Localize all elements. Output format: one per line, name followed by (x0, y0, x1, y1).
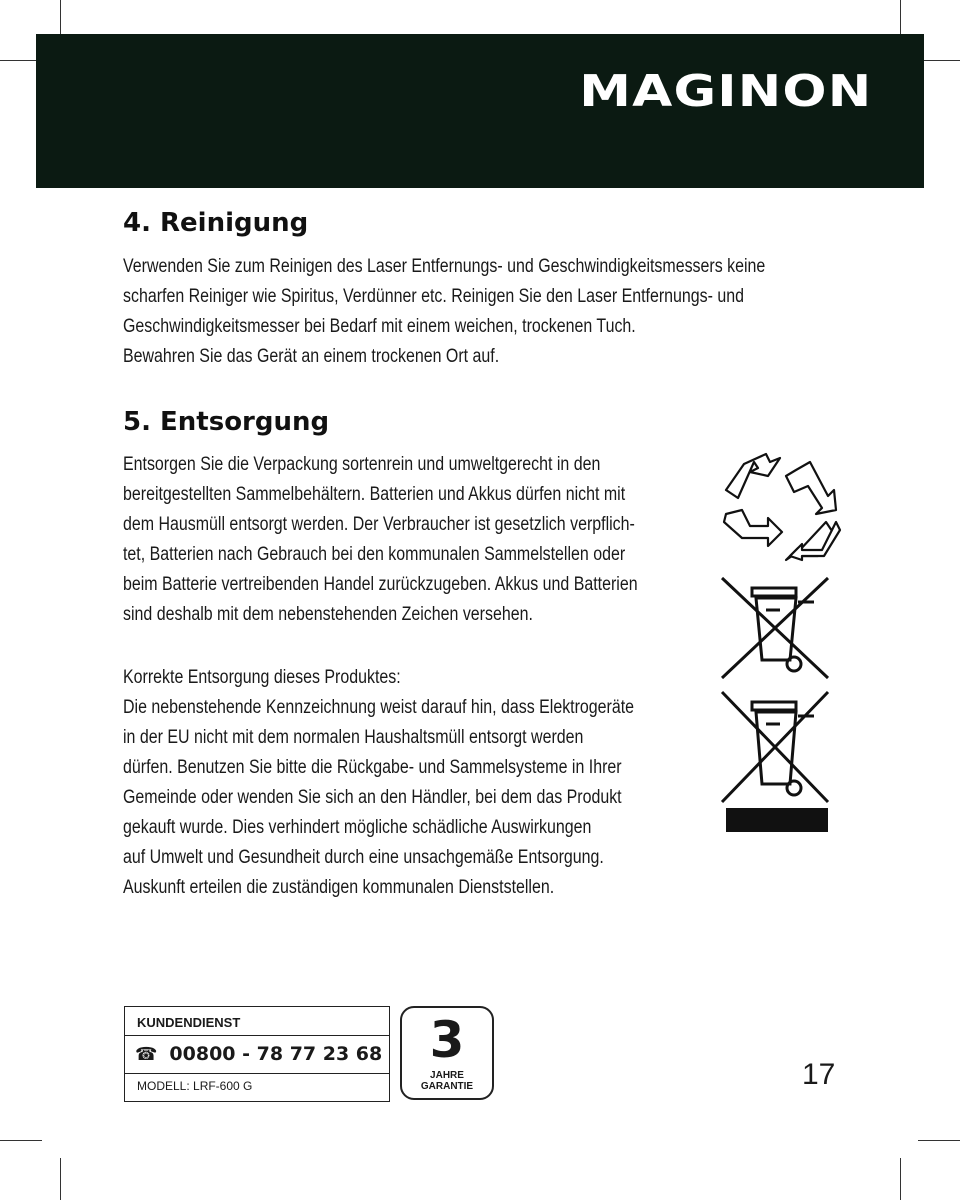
warranty-text-1: JAHRE (430, 1070, 464, 1081)
warranty-text-2: GARANTIE (420, 1081, 474, 1092)
crossed-bin-icon (718, 574, 838, 684)
recycle-icon (716, 452, 846, 564)
crop-mark (918, 1140, 960, 1141)
phone-icon: ☎ (135, 1044, 158, 1065)
service-label: KUNDENDIENST (137, 1015, 241, 1030)
crop-mark (60, 1158, 61, 1200)
cleaning-text: Verwenden Sie zum Reinigen des Laser Entfernungs- und Geschwindigkeitsmessers keine scharfen Reiniger wie Spiritus, Verdünner etc. Reinigen Sie den Laser Entfernungs- und Geschwindigkeitsmesser bei Bedarf mit einem weichen, trockenen Tuch. Bewahren Sie das Gerät an einem trockenen Ort auf. (123, 256, 766, 367)
customer-service-box (124, 1006, 390, 1102)
page-number: 17 (802, 1058, 836, 1091)
section-heading-disposal: 5. Entsorgung (123, 407, 330, 437)
crossed-bin-icon (718, 688, 838, 806)
warranty-years: 3 (429, 1011, 465, 1069)
phone-row (135, 1043, 382, 1065)
divider (125, 1073, 389, 1074)
phone-number: 00800 - 78 77 23 68 (169, 1043, 383, 1065)
brand-logo: MAGINON (578, 66, 872, 117)
warranty-badge (400, 1006, 494, 1100)
black-bar-icon (726, 808, 828, 832)
crop-mark (918, 60, 960, 61)
section-heading-cleaning: 4. Reinigung (123, 208, 309, 238)
disposal-text: Entsorgen Sie die Verpackung sortenrein und umweltgerecht in den bereitgestellten Sammelbehältern. Batterien und Akkus dürfen nicht mit dem Hausmüll entsorgt werden. Der Verbraucher ist gesetzlich verpflich- tet, Batterien nach Gebrauch bei den kommunalen Sammelstellen oder beim Batterie vertreibenden Handel zurückzugeben. Akkus und Batterien sind deshalb mit dem nebenstehenden Zeichen versehen. (123, 454, 638, 625)
disposal-icons (712, 452, 842, 832)
model-label: MODELL: LRF-600 G (137, 1079, 253, 1093)
crop-mark (900, 1158, 901, 1200)
crop-mark (0, 1140, 42, 1141)
divider (125, 1035, 389, 1036)
product-disposal-text: Korrekte Entsorgung dieses Produktes: Die nebenstehende Kennzeichnung weist darauf hin, dass Elektrogeräte in der EU nicht mit dem normalen Haushaltsmüll entsorgt werden dürfen. Benutzen Sie bitte die Rückgabe- und Sammelsysteme in Ihrer Gemeinde oder wenden Sie sich an den Händler, bei dem das Produkt gekauft wurde. Dies verhindert mögliche schädliche Auswirkungen auf Umwelt und Gesundheit durch eine unsachgemäße Entsorgung. Auskunft erteilen die zuständigen kommunalen Dienststellen. (123, 667, 635, 898)
